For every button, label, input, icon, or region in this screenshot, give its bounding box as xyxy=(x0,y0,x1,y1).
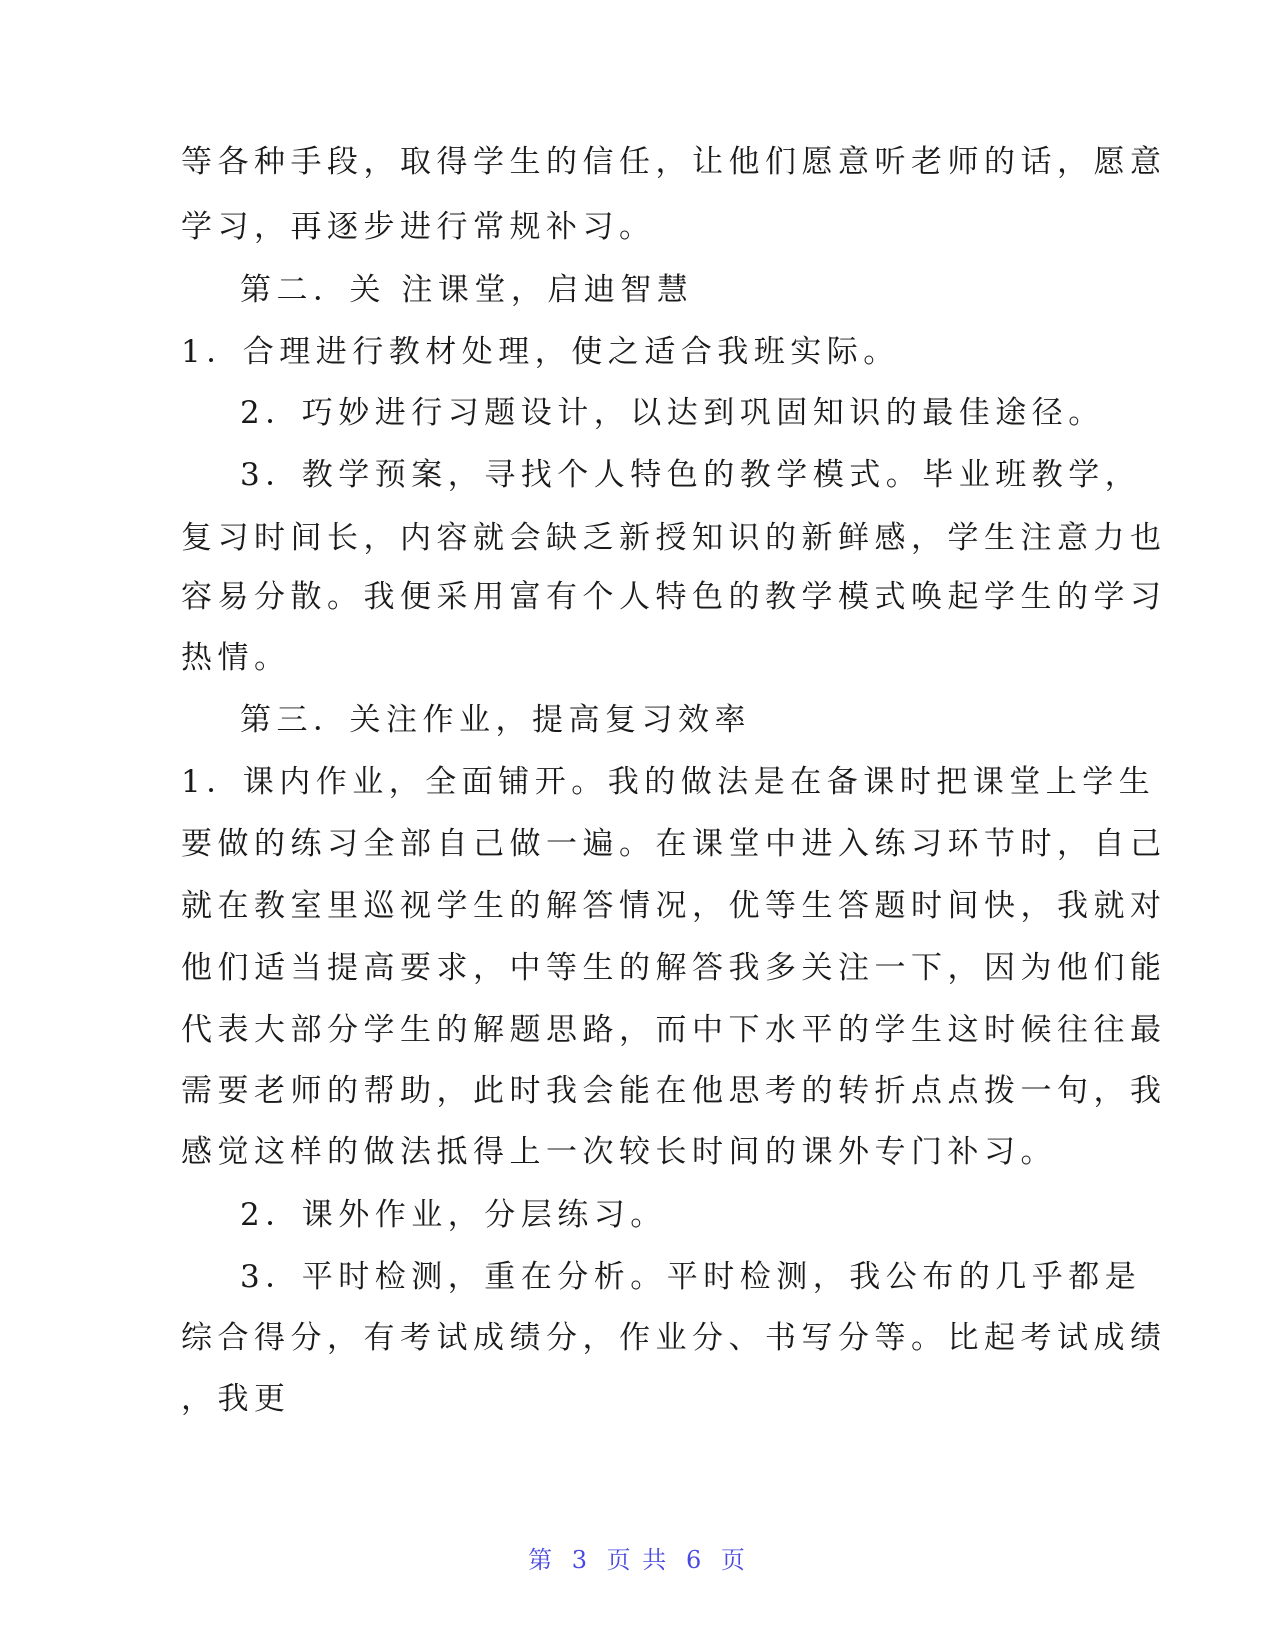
text-line: 容易分散。我便采用富有个人特色的教学模式唤起学生的学习 xyxy=(181,579,1167,615)
section-heading: 第二．关 注课堂，启迪智慧 xyxy=(240,272,694,308)
list-item: 1．课内作业，全面铺开。我的做法是在备课时把课堂上学生 xyxy=(181,764,1156,800)
text-line: 感觉这样的做法抵得上一次较长时间的课外专门补习。 xyxy=(181,1134,1057,1170)
footer-suffix: 页 xyxy=(720,1546,747,1574)
footer-prefix: 第 xyxy=(528,1546,555,1574)
section-heading: 第三．关注作业，提高复习效率 xyxy=(240,702,751,738)
text-line: 代表大部分学生的解题思路，而中下水平的学生这时候往往最 xyxy=(181,1012,1167,1048)
list-item: 2．巧妙进行习题设计，以达到巩固知识的最佳途径。 xyxy=(240,395,1105,431)
list-item: 1．合理进行教材处理，使之适合我班实际。 xyxy=(181,334,900,370)
footer-current-page: 3 xyxy=(571,1546,590,1574)
text-line: 学习，再逐步进行常规补习。 xyxy=(181,209,656,245)
text-line: 要做的练习全部自己做一遍。在课堂中进入练习环节时，自己 xyxy=(181,826,1167,862)
text-line: 等各种手段，取得学生的信任，让他们愿意听老师的话，愿意 xyxy=(181,144,1167,180)
text-line: 复习时间长，内容就会缺乏新授知识的新鲜感，学生注意力也 xyxy=(181,520,1167,556)
text-line: 他们适当提高要求，中等生的解答我多关注一下，因为他们能 xyxy=(181,950,1167,986)
list-item: 3．教学预案，寻找个人特色的教学模式。毕业班教学， xyxy=(240,457,1142,493)
list-item: 2．课外作业，分层练习。 xyxy=(240,1197,667,1233)
page-footer xyxy=(0,1545,1275,1575)
text-line: ，我更 xyxy=(181,1381,291,1417)
text-line: 热情。 xyxy=(181,640,291,676)
text-line: 综合得分，有考试成绩分，作业分、书写分等。比起考试成绩 xyxy=(181,1320,1167,1356)
footer-middle: 页 共 xyxy=(606,1546,669,1574)
text-line: 需要老师的帮助，此时我会能在他思考的转折点点拨一句，我 xyxy=(181,1073,1167,1109)
text-line: 就在教室里巡视学生的解答情况，优等生答题时间快，我就对 xyxy=(181,888,1167,924)
footer-total-pages: 6 xyxy=(685,1546,704,1574)
list-item: 3．平时检测，重在分析。平时检测，我公布的几乎都是 xyxy=(240,1259,1142,1295)
